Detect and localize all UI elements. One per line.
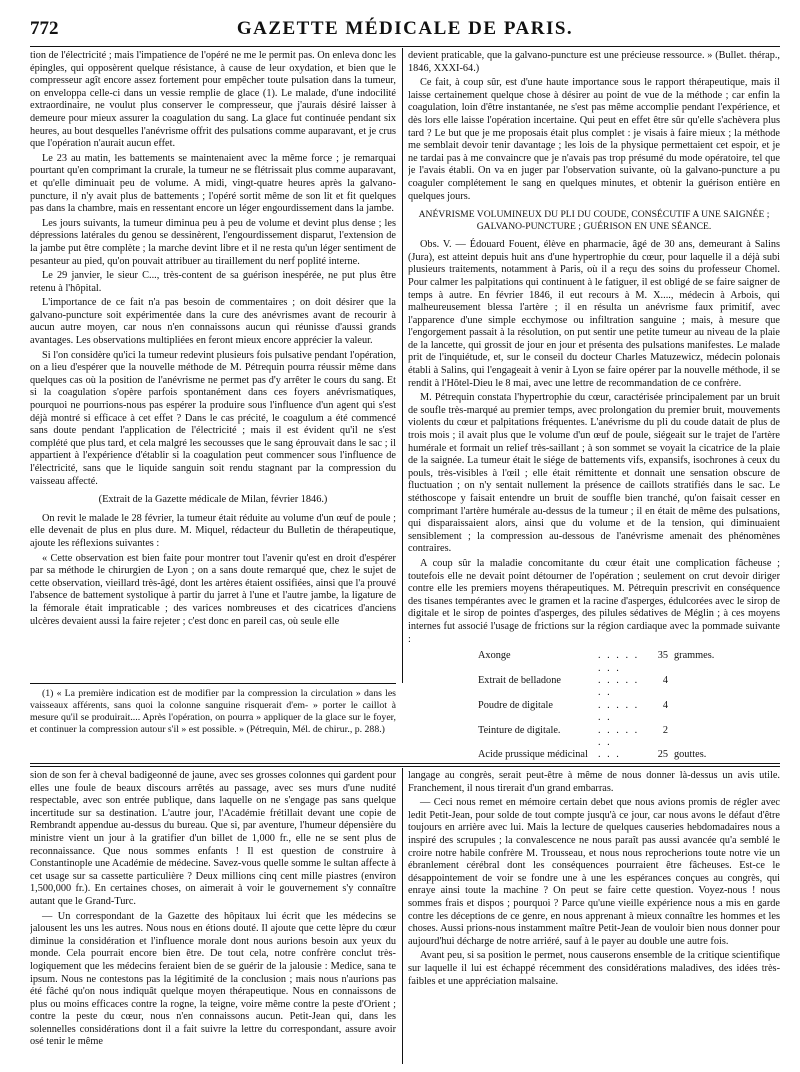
- bottom-right-paragraph: langage au congrès, serait peut-être à même de nous donner là-dessus un avis utile. Franchement, il nous tirerait d'un grand embarras.: [408, 770, 780, 794]
- bottom-left-paragraph: sion de son fer à cheval badigeonné de jaune, avec ses grosses colonnes qui gardent pour elles une foule de beaux discours arrêtés au passage, avec ses murs d'une nudité respectable, avec son entrée publique, dans laquelle on ne s'engage pas sans quelque incertitude sur sa destination. L'autre jour, l'Académie frétillait devant une copie de Rembrandt appendue au-dessus du bureau. Que si, par aventure, l'humeur dépensière du ministre vient un jour à la gratifier d'un billet de 1,000 fr., elle ne se sent plus de reconnaissance. Que nous sommes enfants ! Il est question de construire à Constantinople une Académie de médecine. Savez-vous quelle somme le sultan affecte à cet usage sur sa cassette particulière ? Deux millions cinq cent mille piastres (environ 1,500,000 fr.). En certaines choses, on aimerait à voir le gouvernement s'y connaître autant que le Grand-Turc.: [30, 770, 396, 907]
- footnote-text: (1) « La première indication est de modifier par la compression la circulation » dans les vaisseaux afférents, sans quoi la colonne sanguine risquerait d'em- » porter le caillot à mesure qu'il se produirait.... Après l'opération, on pourra » appliquer de la glace sur le foyer, et continuer la compression autour s'il » est possible. » (Pétrequin, Mél. de chirur., p. 288.): [30, 688, 396, 735]
- left-paragraph: tion de l'électricité ; mais l'impatience de l'opéré ne me le permit pas. On enleva donc les épingles, qui opposèrent quelque résistance, à cause de leur oxydation, et bien que le compresseur agît encore assez fortement pour empêcher toute pulsation dans la tumeur, on enveloppa celle-ci dans un vessie remplie de glace (1). Le malade, d'une indocilité extraordinaire, ne voulut plus conserver le compresseur, que j'aurais désiré laisser à demeure pour mieux assurer la coagulation du sang. La glace fut continuée pendant six heures, au bout desquelles l'anévrisme offrit des pulsations comme auparavant, et je crus que l'opération n'aurait aucun effet.: [30, 50, 396, 150]
- left-paragraph: Les jours suivants, la tumeur diminua peu à peu de volume et devint plus dense ; les dépressions latérales du genou se dessinèrent, l'engourdissement disparut, l'extension de la jambe put être complète ; la marche devint libre et il ne resta qu'un léger sentiment de pesanteur au pied, qu'on pouvait attribuer au tiraillement du nerf poplité interne.: [30, 217, 396, 267]
- recipe-row: Acide prussique médicinal . . . 25 gouttes.: [478, 749, 707, 760]
- recipe-row: Axonge . . . . . . . . 35 grammes.: [478, 650, 715, 674]
- bottom-left-column: [30, 770, 396, 1068]
- right-paragraph: A coup sûr la maladie concomitante du cœur était une complication fâcheuse ; toutefois elle ne devait point détourner de l'opération ; seulement on crut devoir diriger contre elle les premiers moyens thérapeutiques. M. Pétrequin prescrivit en conséquence des tisanes tempérantes avec le gramen et la racine d'asperges, édulcorées avec le sirop de digitale et le sirop de pointes d'asperges, des pilules sédatives de Méglin ; à ces moyens internes fut associé l'usage de frictions sur la région cardiaque avec la pommade suivante :: [408, 557, 780, 645]
- left-paragraph: « Cette observation est bien faite pour montrer tout l'avenir qu'est en droit d'espérer par sa méthode le chirurgien de Lyon ; on a sans doute remarqué que, chez le sujet de cette observation, vieillard très-âgé, dont les artères étaient ossifiées, ainsi que l'a prouvé l'absence de battement systolique à partir du jarret à l'une et l'autre jambe, la ligature de la fémorale était impraticable ; des varices nombreuses et des cicatrices d'anciens ulcères devaient aussi la faire rejeter ; c'est donc en pareil cas, où seule elle: [30, 552, 396, 627]
- column-divider-bottom: [402, 768, 403, 1064]
- header-rule: [30, 46, 780, 47]
- recipe-row: Extrait de belladone . . . . . . . 4: [478, 674, 668, 699]
- pomade-recipe: [478, 650, 780, 760]
- bottom-left-paragraph: — Un correspondant de la Gazette des hôpitaux lui écrit que les médecins se jalousent les uns les autres. Nous nous en étions douté. Il ajoute que cette lèpre du cœur diminue la considération et l'influence morale dont nous aurions besoin aux yeux du monde. Cela pourrait encore bien être. De tout cela, notre confrère conclut très-logiquement que les médecins feraient bien de se guérir de la jalousie : Medice, sana te ipsum. Nous ne contestons pas la légitimité de la conclusion ; mais nous n'aurions pas été fâché qu'on nous indiquât quelque moyen thérapeutique. Nous en connaissons de plus ou moins efficaces contre la rogne, la teigne, voire même contre la peste d'Orient ; contre la peste du cœur, nous n'en connaissons aucun. Petit-Jean qui, dans les solennelles considérations dont il a fait suivre la lettre du correspondant, assure avoir osé tenir le même: [30, 910, 396, 1048]
- right-paragraph: devient praticable, que la galvano-puncture est une précieuse ressource. » (Bullet. thérap., 1846, XXXI-64.): [408, 50, 780, 74]
- recipe-row: Poudre de digitale . . . . . . . 4: [478, 699, 668, 724]
- left-paragraph: Le 29 janvier, le sieur C..., très-content de sa guérison inespérée, ne put plus être retenu à l'hôpital.: [30, 270, 396, 294]
- page-number: 772: [30, 18, 59, 39]
- journal-title: GAZETTE MÉDICALE DE PARIS.: [236, 18, 574, 39]
- right-paragraph: M. Pétrequin constata l'hypertrophie du cœur, caractérisée principalement par un bruit de soufle très-marqué au premier temps, avec prolongation du premier bruit, mouvements violents du cœur et palpitations fréquentes. L'anévrisme du pli du coude datait de plus de trois mois ; il avait plus que le volume d'un œuf de poule, siégeait sur le trajet de l'artère humérale et formait un relief très-saillant ; à son sommet se voyait la cicatrice de la plaie de la saignée. La tumeur était le siége de battements vifs, expansifs, isochrones à ceux du pouls, très-visibles à l'œil ; elle était rémittente et donnait une sensation obscure de fluctuation ; on n'y sentait nullement la présence de caillots stratifiés dans le sac. Le stéthoscope y faisait entendre un bruit de souffle bien tranché, qu'on faisait cesser en comprimant l'artère humérale au-dessus de la tumeur ; il en était de même des pulsations, qui disparaissaient alors, ainsi que du volume et de la tension, qui diminuaient sensiblement ; la compression au-dessous de l'anévrisme amenait des phénomènes contraires.: [408, 392, 780, 555]
- left-paragraph: Le 23 au matin, les battements se maintenaient avec la même force ; je remarquai pourtant qu'en comprimant la crurale, la tumeur ne se flétrissait plus comme auparavant, et qu'elle diminuait peu de volume. A midi, vingt-quatre heures après la galvano-puncture, il n'y avait plus de battements ; l'opéré sortit même de son lit et fit quelques pas dans la chambre, mais en ressentant encore un léger engourdissement dans la jambe.: [30, 152, 396, 215]
- left-column: [30, 50, 396, 680]
- footnote: [30, 688, 396, 760]
- page-header: [30, 16, 780, 46]
- recipe-row: Teinture de digitale. . . . . . . . 2: [478, 724, 668, 748]
- right-column: [408, 50, 780, 760]
- bottom-right-paragraph: — Ceci nous remet en mémoire certain debet que nous avions promis de régler avec ledit Petit-Jean, pour solde de tout compte jusqu'à ce jour, car nous avons le défaut d'être toujours en arrière avec lui. Mais la lecture de quelques causeries hebdomadaires nous a inspiré des scrupules ; la convalescence ne nous paraît pas aussi avancée qu'a semblé le croire notre habile confrère M. Trousseau, et nous nous reprocherions toute notre vie un ébranlement cérébral dont les conséquences pourraient être fâcheuses. Est-ce le désappointement de voir se fondre une à une les espérances conçues au congrès, qui enraye ainsi toute la machine ? On peut se faire cette question. Voyez-nous ! nous sommes frais et dispos ; pourquoi ? Parce qu'une vieille expérience nous a mis en garde contre les déceptions de ce genre, en nous apprenant à mieux connaître les hommes et les choses. Aussi prions-nous instamment maître Petit-Jean de vouloir bien nous donner pour aujourd'hui décharge de notre arriéré, sauf à le payer au double une autre fois.: [408, 797, 780, 947]
- left-paragraph: Si l'on considère qu'ici la tumeur redevint plusieurs fois pulsative pendant l'opération, on a lieu d'espérer que la nouvelle méthode de M. Pétrequin pourra réussir même dans quelques cas où la position de l'anévrisme ne permet pas d'y arrêter le cours du sang. Et si la coagulation s'opère parfois spontanément dans ces foyers anévrismatiques, pourquoi ne pourrions-nous pas espérer la produire sous l'influence d'un agent qui s'est déjà montré si efficace à cet effet ? Dans le cas précité, le coagulum a été commencé sans doute pendant l'application de l'électricité ; mais il est évident qu'il ne s'est complété que plus tard, et cela malgré les secousses que le sang éprouvait dans le sac ; il appartient à l'expérience d'établir si la coagulation peut commencer sous l'influence de l'électricité, sans que le liquide sanguin soit rendu stagnant par la compression du vaisseau affecté.: [30, 349, 396, 487]
- left-paragraph: L'importance de ce fait n'a pas besoin de commentaires ; on doit désirer que la galvano-puncture soit expérimentée dans la cure des anévrismes avant de recourir à aucun autre moyen, car nous n'en connaissons aucun qui réunisse d'aussi grands avantages. Les observations multipliées en feront mieux encore apprécier la valeur.: [30, 297, 396, 347]
- feuilleton-rule-2: [30, 766, 780, 767]
- bottom-right-paragraph: Avant peu, si sa position le permet, nous causerons ensemble de la critique scientifique sur laquelle il lui est échappé récemment des considérations maladives, des idées très-faibles et une appréciation malsaine.: [408, 950, 780, 987]
- right-paragraph: Obs. V. — Édouard Fouent, élève en pharmacie, âgé de 30 ans, demeurant à Salins (Jura), est atteint depuis huit ans d'une hypertrophie du cœur, pour laquelle il a déjà subi plusieurs traitements, notamment à Paris, où il a reçu des soins du professeur Chomel. Pour calmer les palpitations qui continuent à le fatiguer, il est obligé de se faire saigner de temps à autre. En février 1846, il eut recours à M. X...., médecin à Arbois, qui malheureusement blessa l'artère ; il en résulta un anévrisme faux primitif, avec l'apparence d'une simple ecchymose ou infiltration sanguine ; mais, à mesure que l'engorgement passait à la résolution, on put sentir une petite tumeur au niveau de la plaie de la lancette, qui grossit de jour en jour et présenta des pulsations manifestes. Le malade prit de l'inquiétude, et, sur le conseil du docteur Charles Matuzewicz, médecin polonais établi à Salins, qui l'engageait à venir à Lyon se faire opérer par la nouvelle méthode, il se rendit à l'Hôtel-Dieu le 8 mai, avec une lettre de recommandation de ce confrère.: [408, 239, 780, 389]
- source-citation: (Extrait de la Gazette médicale de Milan, février 1846.): [98, 494, 328, 506]
- left-paragraph: On revit le malade le 28 février, la tumeur était réduite au volume d'un œuf de poule ; elle devenait de plus en plus dure. M. Miquel, rédacteur du Bulletin de thérapeutique, ajoute les réflexions suivantes :: [30, 512, 396, 549]
- column-divider-top: [402, 48, 403, 683]
- feuilleton-rule: [30, 763, 780, 764]
- footnote-rule: [30, 683, 396, 684]
- bottom-right-column: [408, 770, 780, 1068]
- case-section-title: ANÉVRISME VOLUMINEUX DU PLI DU COUDE, CONSÉCUTIF A UNE SAIGNÉE ; GALVANO-PUNCTURE ; GUÉRISON EN UNE SÉANCE.: [418, 209, 770, 233]
- right-paragraph: Ce fait, à coup sûr, est d'une haute importance sous le rapport thérapeutique, mais il laisse certainement quelque chose à désirer au point de vue de la méthode ; car enfin la coagulation, loin d'être instantanée, ne s'est pas même accomplie pendant l'expérience, et dès lors elle laisse l'opération incertaine. Qui peut en effet être sûr qu'elle s'achèvera plus tard ? Le but que je me proposais était plus complet : je visais à faire mieux ; la méthode me semblait devoir tenir davantage ; les lois de la physique permettaient cet espoir, et je ne tardai pas à me convaincre que je n'avais pas trop présumé du mode opératoire, tel que je l'avais établi. On va en juger par l'observation suivante, où la galvano-puncture a pu coaguler complétement le sang en quelques minutes, et obtenir la guérison entière en quelques jours.: [408, 77, 780, 202]
